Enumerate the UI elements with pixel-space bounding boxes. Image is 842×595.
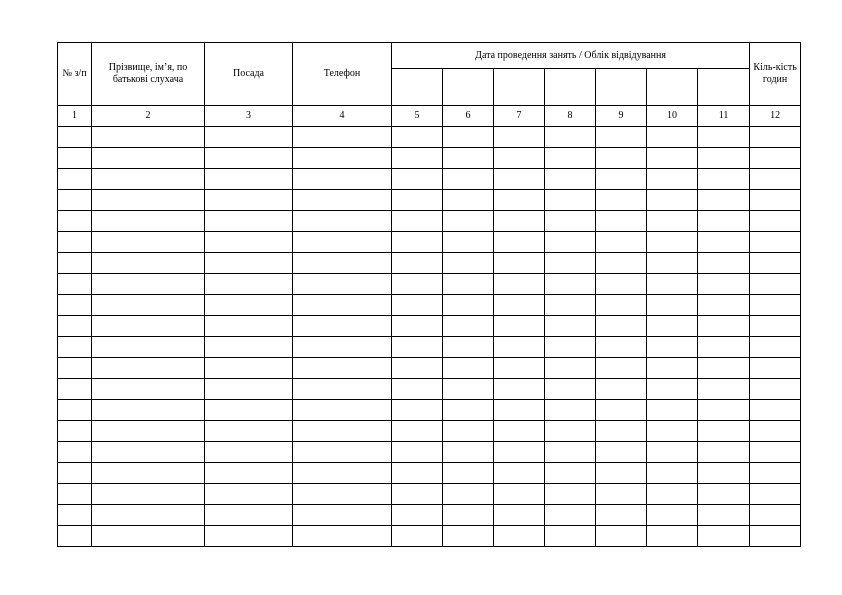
table-cell[interactable] <box>205 442 293 463</box>
table-cell[interactable] <box>647 148 698 169</box>
column-number: 4 <box>293 106 392 127</box>
table-cell[interactable] <box>58 127 92 148</box>
table-cell[interactable] <box>58 211 92 232</box>
table-cell[interactable] <box>58 337 92 358</box>
table-row <box>58 358 801 379</box>
table-cell[interactable] <box>392 358 443 379</box>
table-cell[interactable] <box>545 421 596 442</box>
table-row <box>58 337 801 358</box>
table-cell[interactable] <box>392 505 443 526</box>
table-cell[interactable] <box>443 400 494 421</box>
table-cell[interactable] <box>647 421 698 442</box>
table-cell[interactable] <box>443 484 494 505</box>
table-cell[interactable] <box>494 232 545 253</box>
table-cell[interactable] <box>443 463 494 484</box>
table-cell[interactable] <box>494 484 545 505</box>
table-cell[interactable] <box>596 421 647 442</box>
table-cell[interactable] <box>545 337 596 358</box>
table-row <box>58 400 801 421</box>
table-cell[interactable] <box>698 463 750 484</box>
table-row <box>58 421 801 442</box>
table-cell[interactable] <box>647 505 698 526</box>
table-cell[interactable] <box>58 295 92 316</box>
table-cell[interactable] <box>698 358 750 379</box>
table-cell[interactable] <box>58 379 92 400</box>
table-cell[interactable] <box>392 295 443 316</box>
table-cell[interactable] <box>205 253 293 274</box>
table-cell[interactable] <box>92 211 205 232</box>
table-cell[interactable] <box>92 274 205 295</box>
table-cell[interactable] <box>494 400 545 421</box>
table-row <box>58 526 801 547</box>
table-cell[interactable] <box>647 358 698 379</box>
table-row <box>58 148 801 169</box>
table-cell[interactable] <box>392 190 443 211</box>
table-cell[interactable] <box>750 295 801 316</box>
table-cell[interactable] <box>443 148 494 169</box>
table-cell[interactable] <box>443 379 494 400</box>
table-cell[interactable] <box>205 337 293 358</box>
table-cell[interactable] <box>750 190 801 211</box>
table-cell[interactable] <box>647 484 698 505</box>
table-cell[interactable] <box>698 190 750 211</box>
register-body <box>58 127 801 547</box>
table-cell[interactable] <box>58 484 92 505</box>
table-cell[interactable] <box>545 505 596 526</box>
date-cell <box>647 69 698 106</box>
table-cell[interactable] <box>58 232 92 253</box>
table-cell[interactable] <box>293 442 392 463</box>
header-num: № з/п <box>58 43 92 106</box>
table-cell[interactable] <box>92 505 205 526</box>
table-cell[interactable] <box>443 253 494 274</box>
table-row <box>58 505 801 526</box>
table-cell[interactable] <box>205 463 293 484</box>
table-cell[interactable] <box>750 232 801 253</box>
table-cell[interactable] <box>494 379 545 400</box>
table-cell[interactable] <box>494 421 545 442</box>
table-cell[interactable] <box>545 400 596 421</box>
table-cell[interactable] <box>698 484 750 505</box>
table-cell[interactable] <box>545 148 596 169</box>
table-row <box>58 232 801 253</box>
table-cell[interactable] <box>392 400 443 421</box>
table-row <box>58 274 801 295</box>
header-full-name: Прізвище, ім’я, по батькові слухача <box>92 43 205 106</box>
table-cell[interactable] <box>698 295 750 316</box>
table-cell[interactable] <box>647 127 698 148</box>
table-row <box>58 127 801 148</box>
table-cell[interactable] <box>92 127 205 148</box>
table-cell[interactable] <box>58 358 92 379</box>
table-cell[interactable] <box>596 232 647 253</box>
table-cell[interactable] <box>596 505 647 526</box>
table-cell[interactable] <box>92 526 205 547</box>
date-cell <box>392 69 443 106</box>
table-cell[interactable] <box>443 505 494 526</box>
column-number: 5 <box>392 106 443 127</box>
table-cell[interactable] <box>92 316 205 337</box>
table-cell[interactable] <box>750 211 801 232</box>
table-cell[interactable] <box>92 421 205 442</box>
column-number: 6 <box>443 106 494 127</box>
table-cell[interactable] <box>750 274 801 295</box>
table-cell[interactable] <box>293 337 392 358</box>
table-row <box>58 190 801 211</box>
column-number: 8 <box>545 106 596 127</box>
header-position: Посада <box>205 43 293 106</box>
table-cell[interactable] <box>205 169 293 190</box>
table-cell[interactable] <box>698 421 750 442</box>
table-cell[interactable] <box>205 295 293 316</box>
table-row <box>58 295 801 316</box>
table-cell[interactable] <box>392 442 443 463</box>
header-row <box>58 43 801 69</box>
table-cell[interactable] <box>92 169 205 190</box>
table-cell[interactable] <box>698 442 750 463</box>
table-cell[interactable] <box>205 400 293 421</box>
table-cell[interactable] <box>545 484 596 505</box>
table-cell[interactable] <box>443 526 494 547</box>
table-cell[interactable] <box>443 358 494 379</box>
table-cell[interactable] <box>698 337 750 358</box>
table-row <box>58 253 801 274</box>
table-cell[interactable] <box>698 232 750 253</box>
table-cell[interactable] <box>750 169 801 190</box>
table-cell[interactable] <box>698 526 750 547</box>
table-cell[interactable] <box>596 526 647 547</box>
table-cell[interactable] <box>494 295 545 316</box>
table-cell[interactable] <box>647 253 698 274</box>
table-cell[interactable] <box>92 232 205 253</box>
table-row <box>58 211 801 232</box>
table-cell[interactable] <box>92 358 205 379</box>
table-cell[interactable] <box>443 295 494 316</box>
table-cell[interactable] <box>392 169 443 190</box>
table-cell[interactable] <box>647 316 698 337</box>
table-cell[interactable] <box>545 253 596 274</box>
column-number: 2 <box>92 106 205 127</box>
table-cell[interactable] <box>58 274 92 295</box>
table-cell[interactable] <box>205 148 293 169</box>
table-cell[interactable] <box>58 316 92 337</box>
table-cell[interactable] <box>698 274 750 295</box>
table-cell[interactable] <box>698 400 750 421</box>
table-cell[interactable] <box>647 190 698 211</box>
table-cell[interactable] <box>92 463 205 484</box>
table-cell[interactable] <box>596 253 647 274</box>
table-cell[interactable] <box>596 337 647 358</box>
table-cell[interactable] <box>392 253 443 274</box>
table-row <box>58 484 801 505</box>
table-cell[interactable] <box>293 358 392 379</box>
table-cell[interactable] <box>293 421 392 442</box>
table-cell[interactable] <box>58 148 92 169</box>
table-cell[interactable] <box>205 127 293 148</box>
table-cell[interactable] <box>750 484 801 505</box>
table-cell[interactable] <box>392 337 443 358</box>
table-row <box>58 169 801 190</box>
table-cell[interactable] <box>494 337 545 358</box>
column-number: 11 <box>698 106 750 127</box>
table-cell[interactable] <box>698 169 750 190</box>
table-row <box>58 463 801 484</box>
table-cell[interactable] <box>698 127 750 148</box>
table-cell[interactable] <box>92 379 205 400</box>
table-cell[interactable] <box>596 442 647 463</box>
table-cell[interactable] <box>596 190 647 211</box>
table-cell[interactable] <box>596 400 647 421</box>
table-cell[interactable] <box>698 211 750 232</box>
table-cell[interactable] <box>545 127 596 148</box>
header-hours: Кіль-кість годин <box>750 43 801 106</box>
table-cell[interactable] <box>647 463 698 484</box>
table-cell[interactable] <box>494 211 545 232</box>
table-cell[interactable] <box>647 169 698 190</box>
table-cell[interactable] <box>58 400 92 421</box>
table-cell[interactable] <box>205 274 293 295</box>
attendance-register-table <box>57 42 801 547</box>
table-cell[interactable] <box>647 400 698 421</box>
table-cell[interactable] <box>750 253 801 274</box>
table-cell[interactable] <box>443 274 494 295</box>
table-row <box>58 442 801 463</box>
date-cell <box>545 69 596 106</box>
table-cell[interactable] <box>545 169 596 190</box>
table-cell[interactable] <box>293 463 392 484</box>
table-cell[interactable] <box>392 421 443 442</box>
table-cell[interactable] <box>596 358 647 379</box>
table-cell[interactable] <box>596 169 647 190</box>
table-cell[interactable] <box>494 505 545 526</box>
table-cell[interactable] <box>750 505 801 526</box>
table-cell[interactable] <box>205 232 293 253</box>
table-cell[interactable] <box>92 190 205 211</box>
table-cell[interactable] <box>443 211 494 232</box>
table-cell[interactable] <box>545 232 596 253</box>
table-cell[interactable] <box>545 463 596 484</box>
table-cell[interactable] <box>443 232 494 253</box>
column-number: 7 <box>494 106 545 127</box>
table-cell[interactable] <box>392 316 443 337</box>
table-cell[interactable] <box>494 274 545 295</box>
table-cell[interactable] <box>58 463 92 484</box>
table-cell[interactable] <box>293 526 392 547</box>
table-cell[interactable] <box>443 169 494 190</box>
table-cell[interactable] <box>293 253 392 274</box>
table-cell[interactable] <box>293 505 392 526</box>
table-cell[interactable] <box>647 295 698 316</box>
table-cell[interactable] <box>443 337 494 358</box>
table-cell[interactable] <box>392 274 443 295</box>
table-cell[interactable] <box>293 400 392 421</box>
table-cell[interactable] <box>205 316 293 337</box>
table-cell[interactable] <box>392 211 443 232</box>
table-cell[interactable] <box>750 442 801 463</box>
table-cell[interactable] <box>392 484 443 505</box>
table-cell[interactable] <box>596 211 647 232</box>
table-cell[interactable] <box>443 190 494 211</box>
header-phone: Телефон <box>293 43 392 106</box>
table-cell[interactable] <box>545 358 596 379</box>
table-cell[interactable] <box>58 190 92 211</box>
table-cell[interactable] <box>293 169 392 190</box>
table-cell[interactable] <box>647 232 698 253</box>
table-cell[interactable] <box>293 295 392 316</box>
table-cell[interactable] <box>293 274 392 295</box>
table-cell[interactable] <box>58 442 92 463</box>
column-number: 3 <box>205 106 293 127</box>
table-cell[interactable] <box>443 442 494 463</box>
table-cell[interactable] <box>205 505 293 526</box>
table-cell[interactable] <box>545 295 596 316</box>
table-cell[interactable] <box>293 484 392 505</box>
table-cell[interactable] <box>596 274 647 295</box>
table-cell[interactable] <box>92 484 205 505</box>
table-cell[interactable] <box>750 526 801 547</box>
date-cell <box>596 69 647 106</box>
table-cell[interactable] <box>596 463 647 484</box>
table-cell[interactable] <box>545 274 596 295</box>
table-cell[interactable] <box>596 295 647 316</box>
table-cell[interactable] <box>545 526 596 547</box>
table-cell[interactable] <box>443 421 494 442</box>
table-cell[interactable] <box>205 379 293 400</box>
table-cell[interactable] <box>750 400 801 421</box>
table-cell[interactable] <box>494 442 545 463</box>
table-cell[interactable] <box>545 211 596 232</box>
table-cell[interactable] <box>494 190 545 211</box>
table-cell[interactable] <box>698 253 750 274</box>
table-cell[interactable] <box>205 190 293 211</box>
table-cell[interactable] <box>205 358 293 379</box>
table-cell[interactable] <box>494 316 545 337</box>
table-cell[interactable] <box>494 463 545 484</box>
table-row <box>58 316 801 337</box>
table-cell[interactable] <box>392 526 443 547</box>
table-cell[interactable] <box>205 211 293 232</box>
table-cell[interactable] <box>494 358 545 379</box>
table-cell[interactable] <box>392 127 443 148</box>
table-cell[interactable] <box>205 484 293 505</box>
table-cell[interactable] <box>392 148 443 169</box>
table-cell[interactable] <box>596 148 647 169</box>
table-cell[interactable] <box>545 442 596 463</box>
table-cell[interactable] <box>545 190 596 211</box>
table-cell[interactable] <box>596 484 647 505</box>
table-cell[interactable] <box>392 379 443 400</box>
table-cell[interactable] <box>494 253 545 274</box>
table-cell[interactable] <box>647 211 698 232</box>
table-cell[interactable] <box>596 127 647 148</box>
table-cell[interactable] <box>750 421 801 442</box>
table-cell[interactable] <box>647 379 698 400</box>
table-cell[interactable] <box>293 190 392 211</box>
table-cell[interactable] <box>647 526 698 547</box>
table-cell[interactable] <box>205 421 293 442</box>
table-cell[interactable] <box>750 463 801 484</box>
table-cell[interactable] <box>392 232 443 253</box>
column-number: 1 <box>58 106 92 127</box>
column-number: 12 <box>750 106 801 127</box>
table-cell[interactable] <box>647 442 698 463</box>
table-cell[interactable] <box>596 316 647 337</box>
table-cell[interactable] <box>293 211 392 232</box>
table-cell[interactable] <box>698 148 750 169</box>
table-cell[interactable] <box>750 316 801 337</box>
table-cell[interactable] <box>92 337 205 358</box>
table-cell[interactable] <box>58 421 92 442</box>
table-cell[interactable] <box>92 400 205 421</box>
table-cell[interactable] <box>443 316 494 337</box>
table-cell[interactable] <box>494 526 545 547</box>
header-dates-attendance: Дата проведення занять / Облік відвідування <box>392 43 750 69</box>
column-number: 10 <box>647 106 698 127</box>
table-cell[interactable] <box>58 505 92 526</box>
table-cell[interactable] <box>494 127 545 148</box>
column-number: 9 <box>596 106 647 127</box>
table-cell[interactable] <box>545 316 596 337</box>
table-cell[interactable] <box>750 379 801 400</box>
date-cell <box>494 69 545 106</box>
table-cell[interactable] <box>750 358 801 379</box>
table-cell[interactable] <box>443 127 494 148</box>
table-cell[interactable] <box>205 526 293 547</box>
table-cell[interactable] <box>293 232 392 253</box>
table-cell[interactable] <box>92 442 205 463</box>
table-cell[interactable] <box>698 316 750 337</box>
table-cell[interactable] <box>596 379 647 400</box>
table-cell[interactable] <box>698 505 750 526</box>
table-cell[interactable] <box>750 127 801 148</box>
table-cell[interactable] <box>293 127 392 148</box>
table-cell[interactable] <box>58 253 92 274</box>
table-row <box>58 379 801 400</box>
table-cell[interactable] <box>293 316 392 337</box>
table-cell[interactable] <box>750 337 801 358</box>
table-cell[interactable] <box>750 148 801 169</box>
table-cell[interactable] <box>392 463 443 484</box>
table-cell[interactable] <box>92 253 205 274</box>
table-cell[interactable] <box>494 169 545 190</box>
table-cell[interactable] <box>698 379 750 400</box>
table-cell[interactable] <box>647 274 698 295</box>
table-cell[interactable] <box>293 379 392 400</box>
table-cell[interactable] <box>92 148 205 169</box>
date-cell <box>443 69 494 106</box>
table-cell[interactable] <box>58 169 92 190</box>
date-cell <box>698 69 750 106</box>
table-cell[interactable] <box>494 148 545 169</box>
table-cell[interactable] <box>647 337 698 358</box>
table-cell[interactable] <box>58 526 92 547</box>
table-cell[interactable] <box>293 148 392 169</box>
table-cell[interactable] <box>92 295 205 316</box>
column-number-row <box>58 106 801 127</box>
table-cell[interactable] <box>545 379 596 400</box>
